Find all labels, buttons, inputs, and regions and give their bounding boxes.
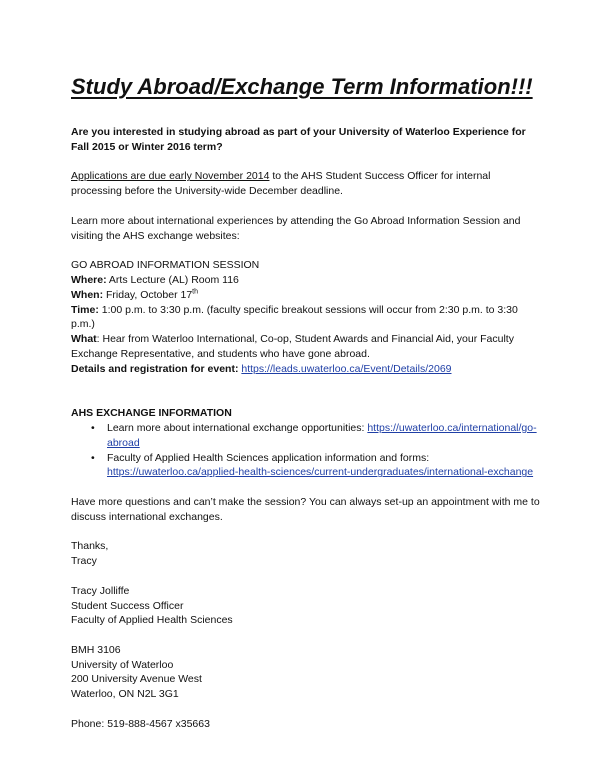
details-label: Details and registration for event:	[71, 362, 242, 375]
time-label: Time:	[71, 303, 99, 316]
where-value: Arts Lecture (AL) Room 116	[106, 273, 239, 286]
exchange-item-text: Learn more about international exchange opportunities:	[107, 421, 368, 434]
page-title: Study Abroad/Exchange Term Information!!!	[71, 74, 533, 99]
address-line-4: Waterloo, ON N2L 3G1	[71, 688, 179, 701]
signature-name: Tracy Jolliffe	[71, 584, 130, 597]
session-when	[71, 288, 541, 303]
closing-thanks: Thanks,	[71, 540, 109, 553]
address-line-3: 200 University Avenue West	[71, 673, 202, 686]
bullet-icon: •	[91, 421, 95, 434]
applications-rest: to the AHS Student Success Officer for internal processing before the University-wide December deadline.	[71, 170, 491, 198]
list-item	[91, 451, 541, 481]
document-body	[71, 125, 541, 732]
questions-paragraph: Have more questions and can’t make the session? You can always set-up an appointment with me to discuss international exchanges.	[71, 495, 540, 523]
go-abroad-link[interactable]: https://uwaterloo.ca/international/go-abroad	[107, 421, 537, 449]
list-item	[91, 421, 541, 451]
session-what	[71, 332, 541, 362]
signature-role: Student Success Officer	[71, 599, 184, 612]
phone-number: Phone: 519-888-4567 x35663	[71, 717, 210, 730]
address-line-1: BMH 3106	[71, 643, 121, 656]
session-where	[71, 273, 541, 288]
where-label: Where:	[71, 273, 107, 286]
what-label: What	[71, 333, 97, 346]
exchange-list	[71, 421, 541, 480]
learn-more-paragraph: Learn more about international experiences by attending the Go Abroad Information Session and visiting the AHS exchange websites:	[71, 214, 521, 242]
intro-question: Are you interested in studying abroad as part of your University of Waterloo Experience for Fall 2015 or Winter 2016 term?	[71, 126, 526, 153]
bullet-icon: •	[91, 451, 95, 464]
time-value: 1:00 p.m. to 3:30 p.m. (faculty specific breakout sessions will occur from 2:30 p.m. to 3:30 p.m.)	[71, 303, 518, 331]
session-time	[71, 303, 541, 333]
event-details-link[interactable]: https://leads.uwaterloo.ca/Event/Details/2069	[241, 362, 452, 375]
closing-name: Tracy	[71, 555, 97, 568]
exchange-heading: AHS EXCHANGE INFORMATION	[71, 407, 232, 420]
session-heading: GO ABROAD INFORMATION SESSION	[71, 259, 260, 272]
address-line-2: University of Waterloo	[71, 658, 174, 671]
session-details	[71, 362, 541, 377]
when-label: When:	[71, 288, 104, 301]
international-exchange-link[interactable]: https://uwaterloo.ca/applied-health-sciences/current-undergraduates/international-exchange	[107, 466, 534, 479]
when-value: Friday, October 17	[103, 288, 193, 301]
what-value: : Hear from Waterloo International, Co-op, Student Awards and Financial Aid, your Faculty Exchange Representative, and students who have gone abroad.	[71, 333, 514, 360]
applications-deadline: Applications are due early November 2014	[71, 170, 270, 183]
signature-faculty: Faculty of Applied Health Sciences	[71, 614, 233, 627]
exchange-item-text: Faculty of Applied Health Sciences application information and forms:	[107, 451, 430, 464]
when-superscript: th	[192, 288, 199, 296]
applications-paragraph	[71, 169, 541, 199]
